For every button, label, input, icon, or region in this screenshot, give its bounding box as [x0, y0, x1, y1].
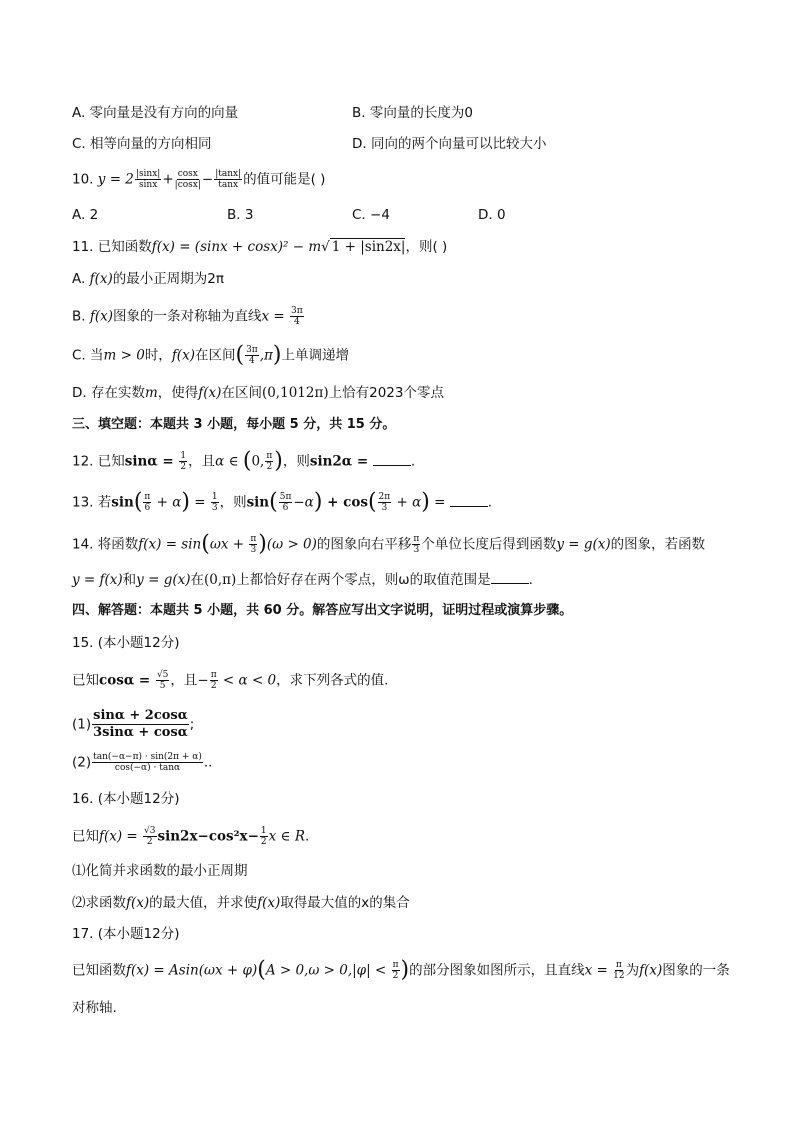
- q14-stem-line1: 14. 将函数f(x) = sin(ωx + $\frac{\pi}{3}$ )(ω > 0)的图象向右平移 $\frac{\pi}{3}$ 个单位长度后得到函数y = g(x)的图象，若函数: [72, 531, 706, 557]
- q14-answer-blank: [491, 571, 529, 584]
- q11-option-d: D. 存在实数m，使得f(x)在区间(0,1012π)上恰有2023个零点: [72, 385, 444, 401]
- q16-stem: 已知f(x) = $\frac{√3}{2}$ sin2x−cos²x− $\frac{1}{2}$ x ∈ R.: [72, 826, 310, 847]
- q9-option-b: B. 零向量的长度为0: [352, 105, 473, 121]
- q12-answer-blank: [373, 453, 411, 466]
- q15-part1: (1) $\frac{\sin\alpha + 2\cos\alpha}{3\sin\alpha + \cos\alpha}$ ;: [72, 708, 195, 740]
- q11-option-c: C. 当m > 0时，f(x)在区间( $\frac{3\pi}{4}$ ,π)上单调递增: [72, 342, 349, 368]
- q10-option-c: C. −4: [352, 207, 390, 223]
- q11-option-b: B. f(x)图象的一条对称轴为直线x = $\frac{3\pi}{4}$: [72, 306, 303, 327]
- q16-title: 16. (本小题12分): [72, 791, 180, 807]
- q15-stem: 已知cosα = $\frac{√5}{5}$ ，且− $\frac{\pi}{2}$ < α < 0，求下列各式的值.: [72, 670, 389, 691]
- section-4-heading: 四、解答题：本题共 5 小题，共 60 分。解答应写出文字说明，证明过程或演算步骤。: [72, 603, 573, 618]
- q12-stem: 12. 已知sinα = $\frac{1}{2}$ ，且α ∈ (0, $\frac{\pi}{2}$ )，则sin2α = .: [72, 448, 416, 474]
- q10-frac-3: $\frac{|\tan x|}{\tan x}$: [215, 169, 242, 190]
- q9-option-c: C. 相等向量的方向相同: [72, 136, 212, 152]
- q13-answer-blank: [450, 494, 488, 507]
- q17-stem-line1: 已知函数f(x) = Asin(ωx + φ)(A > 0,ω > 0,|φ| < $\frac{\pi}{2}$ )的部分图象如图所示，且直线x = $\frac{\pi}{12}$ 为f(x)图象的一条: [72, 957, 730, 983]
- q10-frac-2: $\frac{\cos x}{|\cos x|}$: [174, 169, 201, 190]
- q10-option-a: A. 2: [72, 207, 99, 223]
- q11-option-a: A. f(x)的最小正周期为2π: [72, 271, 224, 287]
- q10-option-d: D. 0: [478, 207, 506, 223]
- q11-stem: 11. 已知函数f(x) = (sinx + cosx)² − m√ 1 + |sin2x|，则( ): [72, 239, 448, 255]
- section-3-heading: 三、填空题：本题共 3 小题，每小题 5 分，共 15 分。: [72, 417, 396, 432]
- q10-stem: 10. y = 2 $\frac{|\sin x|}{\sin x}$ + $\frac{\cos x}{|\cos x|}$ − $\frac{|\tan x|}{\tan x}$ 的值可能是( ): [72, 169, 326, 190]
- q15-title: 15. (本小题12分): [72, 635, 180, 651]
- q17-title: 17. (本小题12分): [72, 926, 180, 942]
- q16-part1: ⑴化简并求函数的最小正周期: [72, 863, 248, 879]
- q13-stem: 13. 若sin( $\frac{\pi}{6}$ + α) = $\frac{1}{3}$ ，则sin( $\frac{5\pi}{6}$ −α) + cos( $\frac{2\pi}{3}$ + α) = .: [72, 489, 493, 515]
- q16-part2: ⑵求函数f(x)的最大值，并求使f(x)取得最大值的x的集合: [72, 895, 410, 911]
- q9-option-d: D. 同向的两个向量可以比较大小: [352, 136, 547, 152]
- q17-stem-line2: 对称轴.: [72, 1000, 117, 1016]
- q14-stem-line2: y = f(x)和y = g(x)在(0,π)上都恰好存在两个零点，则ω的取值范围是 .: [72, 572, 533, 588]
- q9-option-a: A. 零向量是没有方向的向量: [72, 105, 239, 121]
- q15-part2: (2) $\frac{\tan(-\alpha-\pi) \cdot \sin(2\pi + \alpha)}{\cos(-\alpha) \cdot \tan\alpha}$ ..: [72, 752, 213, 773]
- q10-frac-1: $\frac{|\sin x|}{\sin x}$: [135, 169, 161, 190]
- q10-option-b: B. 3: [227, 207, 254, 223]
